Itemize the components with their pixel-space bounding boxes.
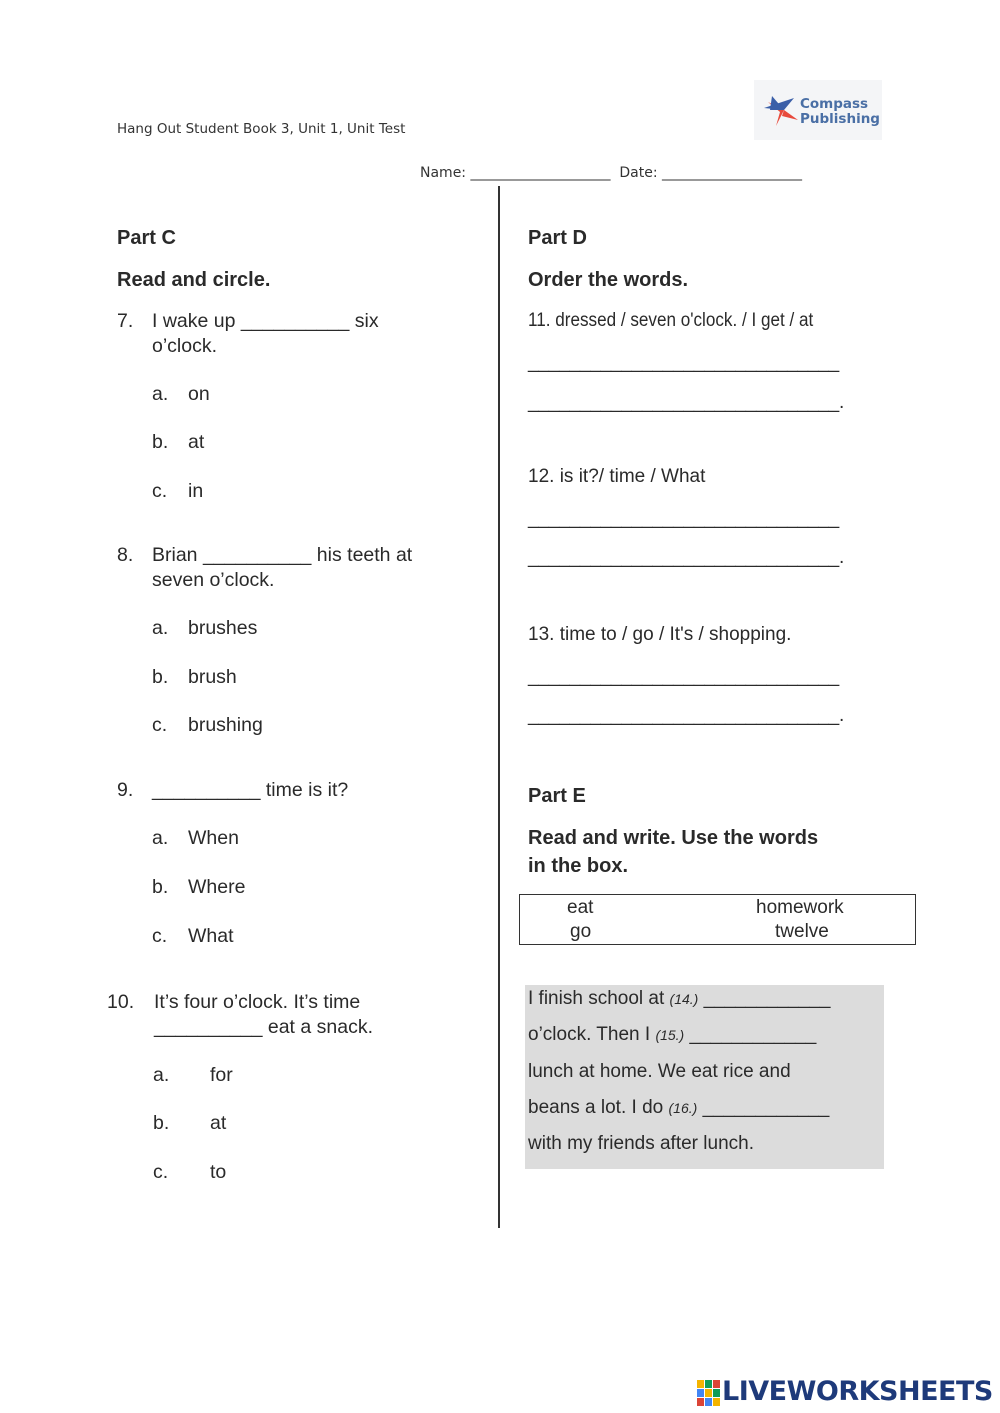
order-item-13-answer-line-2[interactable]: ______________________________. bbox=[528, 705, 845, 726]
option-letter: b. bbox=[152, 876, 169, 898]
option-word: for bbox=[210, 1064, 233, 1086]
blank-15[interactable]: ____________ bbox=[684, 1024, 817, 1045]
option-letter: b. bbox=[152, 666, 169, 688]
question-text: __________ time is it? bbox=[152, 779, 349, 801]
liveworksheets-logo: LIVEWORKSHEETS bbox=[722, 1376, 993, 1407]
passage-line-5: with my friends after lunch. bbox=[528, 1133, 754, 1154]
word-box-item: twelve bbox=[775, 921, 829, 942]
option-letter: a. bbox=[153, 1064, 170, 1086]
option-letter: b. bbox=[153, 1112, 170, 1134]
question-10 bbox=[107, 990, 487, 1050]
option-7b[interactable] bbox=[152, 431, 352, 456]
word-box-item: homework bbox=[756, 897, 844, 918]
option-9c[interactable] bbox=[152, 925, 352, 950]
order-item-12-answer-line[interactable]: ______________________________ bbox=[528, 508, 840, 529]
part-d-instruction: Order the words. bbox=[528, 269, 689, 291]
option-letter: a. bbox=[152, 383, 169, 405]
option-word: When bbox=[188, 827, 239, 849]
question-7 bbox=[117, 309, 477, 369]
passage-line-2: o’clock. Then I (15.) ____________ bbox=[528, 1024, 817, 1045]
option-letter: a. bbox=[152, 617, 169, 639]
order-item-12-answer-line-2[interactable]: ______________________________. bbox=[528, 547, 845, 568]
word-box bbox=[519, 894, 916, 945]
option-10b[interactable] bbox=[153, 1112, 353, 1137]
blank-14[interactable]: ____________ bbox=[698, 988, 831, 1009]
order-item-13-prompt: 13. time to / go / It's / shopping. bbox=[528, 624, 792, 645]
option-word: What bbox=[188, 925, 234, 947]
option-7a[interactable] bbox=[152, 383, 352, 408]
option-8a[interactable] bbox=[152, 617, 352, 642]
question-number: 10. bbox=[107, 991, 135, 1013]
option-10a[interactable] bbox=[153, 1064, 353, 1089]
reading-passage bbox=[525, 985, 884, 1169]
question-8 bbox=[117, 543, 477, 603]
option-letter: c. bbox=[152, 714, 168, 736]
part-e-instruction bbox=[528, 824, 818, 880]
option-word: at bbox=[188, 431, 205, 453]
passage-line-1: I finish school at (14.) ____________ bbox=[528, 988, 831, 1009]
worksheet-title: Hang Out Student Book 3, Unit 1, Unit Test bbox=[117, 121, 406, 137]
option-word: at bbox=[210, 1112, 227, 1134]
part-e-instruction-line2: in the box. bbox=[528, 855, 628, 877]
blank-number-14: (14.) bbox=[669, 991, 699, 1007]
option-8c[interactable] bbox=[152, 714, 352, 739]
order-item-11-answer-line-2[interactable]: ______________________________. bbox=[528, 392, 845, 413]
question-9 bbox=[117, 778, 477, 808]
question-number: 9. bbox=[117, 779, 134, 801]
question-text: It’s four o’clock. It’s time bbox=[154, 991, 361, 1013]
option-word: brushes bbox=[188, 617, 258, 639]
blank-number-15: (15.) bbox=[655, 1027, 685, 1043]
logo-line-publishing: Publishing bbox=[800, 111, 880, 127]
option-letter: c. bbox=[153, 1161, 169, 1183]
question-text-cont: __________ eat a snack. bbox=[154, 1016, 374, 1038]
word-box-item: eat bbox=[567, 897, 594, 918]
part-e-instruction-line1: Read and write. Use the words bbox=[528, 827, 819, 849]
option-letter: c. bbox=[152, 925, 168, 947]
question-text-cont: seven o’clock. bbox=[152, 569, 275, 591]
option-word: on bbox=[188, 383, 210, 405]
option-word: Where bbox=[188, 876, 246, 898]
blank-16[interactable]: ____________ bbox=[697, 1097, 830, 1118]
order-item-12-prompt: 12. is it?/ time / What bbox=[528, 466, 706, 487]
option-word: brush bbox=[188, 666, 237, 688]
option-word: brushing bbox=[188, 714, 263, 736]
passage-line-3: lunch at home. We eat rice and bbox=[528, 1061, 791, 1082]
column-divider bbox=[498, 186, 500, 1228]
order-item-11-answer-line[interactable]: ______________________________ bbox=[528, 352, 840, 373]
part-d-title: Part D bbox=[528, 227, 587, 249]
question-text: I wake up __________ six bbox=[152, 310, 379, 332]
option-9a[interactable] bbox=[152, 827, 352, 852]
option-word: to bbox=[210, 1161, 227, 1183]
name-date-field[interactable]: Name: ____________________ Date: ____________________ bbox=[420, 165, 802, 181]
option-letter: a. bbox=[152, 827, 169, 849]
part-c-instruction: Read and circle. bbox=[117, 269, 271, 291]
option-word: in bbox=[188, 480, 204, 502]
logo-line-compass: Compass bbox=[800, 96, 869, 112]
order-item-11-prompt: 11. dressed / seven o'clock. / I get / at bbox=[528, 310, 814, 331]
logo-text bbox=[800, 97, 880, 127]
option-10c[interactable] bbox=[153, 1161, 353, 1186]
option-letter: c. bbox=[152, 480, 168, 502]
option-8b[interactable] bbox=[152, 666, 352, 691]
question-number: 8. bbox=[117, 544, 134, 566]
passage-line-4: beans a lot. I do (16.) ____________ bbox=[528, 1097, 830, 1118]
option-letter: b. bbox=[152, 431, 169, 453]
question-text: Brian __________ his teeth at bbox=[152, 544, 413, 566]
liveworksheets-icon bbox=[697, 1378, 721, 1412]
option-7c[interactable] bbox=[152, 480, 352, 505]
question-number: 7. bbox=[117, 310, 134, 332]
question-text-cont: o’clock. bbox=[152, 335, 218, 357]
option-9b[interactable] bbox=[152, 876, 352, 901]
blank-number-16: (16.) bbox=[668, 1100, 698, 1116]
part-e-title: Part E bbox=[528, 785, 586, 807]
part-c-title: Part C bbox=[117, 227, 176, 249]
order-item-13-answer-line[interactable]: ______________________________ bbox=[528, 666, 840, 687]
word-box-item: go bbox=[570, 921, 592, 942]
